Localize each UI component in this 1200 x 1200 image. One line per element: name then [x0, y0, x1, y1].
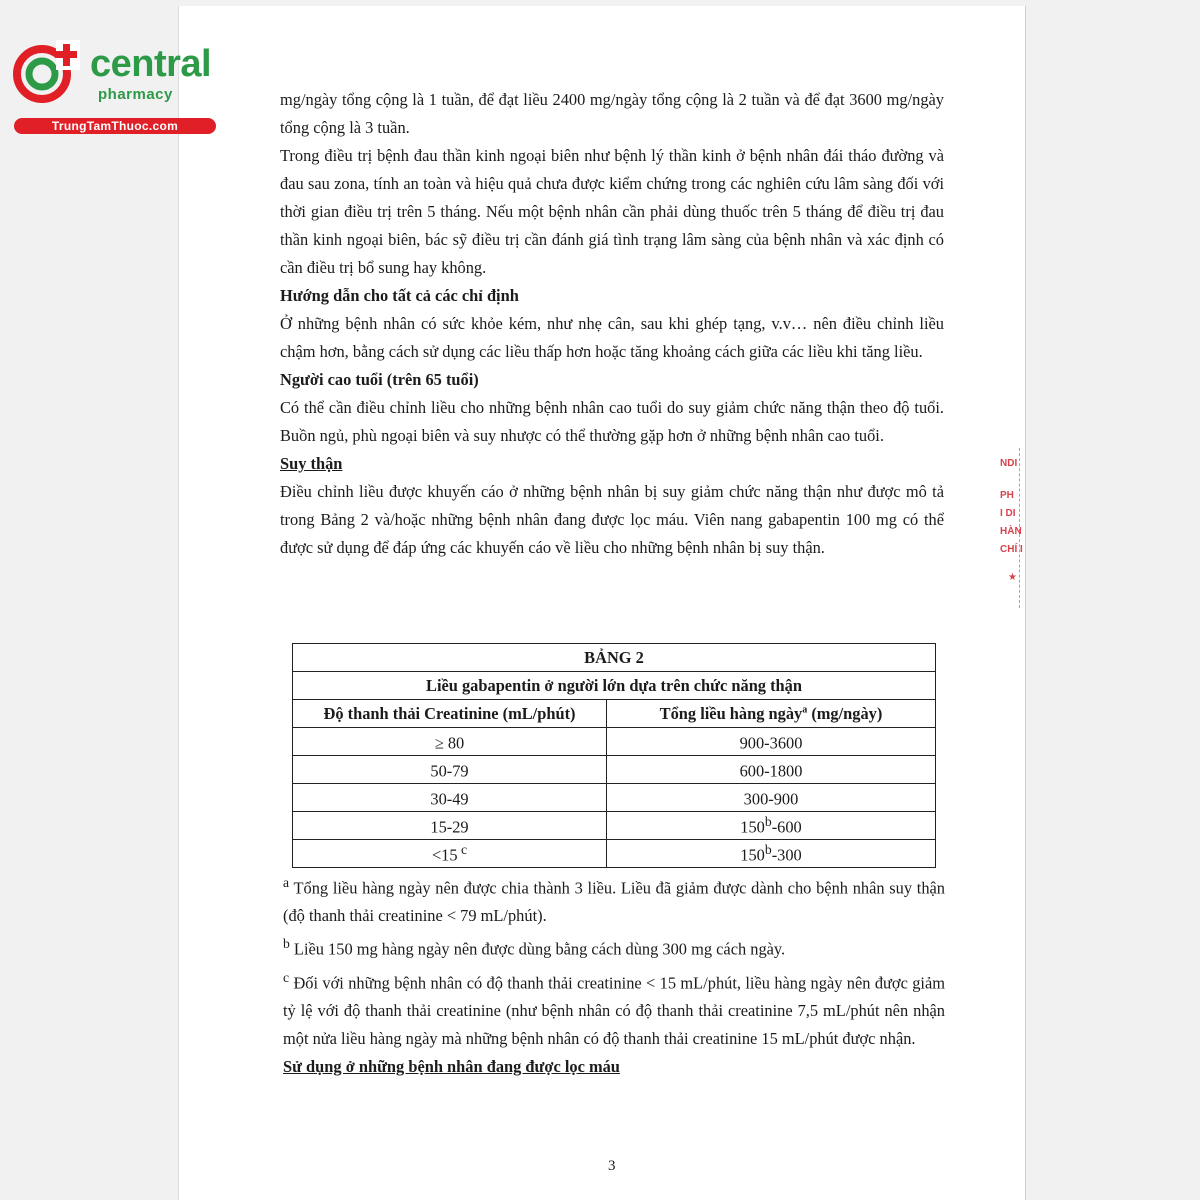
table-cell-dose — [607, 784, 936, 812]
table-header-dose-label: Tổng liều hàng ngày — [659, 703, 803, 723]
table-row — [293, 840, 936, 868]
clearance-value: ≥ 80 — [434, 733, 465, 753]
stamp-line: NDI — [1000, 458, 1018, 469]
dose-sup: b — [764, 841, 772, 857]
table-cell-clearance — [293, 812, 607, 840]
stamp-line: HÀN — [1000, 526, 1022, 537]
footnote-a — [283, 869, 945, 930]
table-cell-dose — [607, 756, 936, 784]
table-cell-clearance — [293, 728, 607, 756]
footnote-mark: b — [283, 936, 290, 952]
stamp-line: PH — [1000, 490, 1014, 501]
logo-subtitle: pharmacy — [98, 86, 173, 103]
footnote-c — [283, 964, 945, 1053]
dose-value: 900-3600 — [739, 733, 803, 753]
footnote-text: Liều 150 mg hàng ngày nên được dùng bằng cách dùng 300 mg cách ngày. — [289, 939, 786, 959]
pharmacy-cross-icon — [12, 38, 80, 106]
paragraph-renal-impairment: Điều chỉnh liều được khuyến cáo ở những bệnh nhân bị suy giảm chức năng thận như được mô tả trong Bảng 2 và/hoặc những bệnh nhân đang được lọc máu. Viên nang gabapentin 100 mg có thể được sử dụng để đáp ứng các khuyến cáo về liều cho những bệnh nhân bị suy thận. — [280, 482, 944, 557]
table-title: BẢNG 2 — [293, 644, 936, 672]
paragraph-all-indications: Ở những bệnh nhân có sức khỏe kém, như nhẹ cân, sau khi ghép tạng, v.v… nên điều chỉnh liều chậm hơn, bằng cách sử dụng các liều thấp hơn hoặc tăng khoảng cách giữa các liều khi tăng liều. — [280, 314, 944, 361]
heading-all-indications: Hướng dẫn cho tất cả các chỉ định — [280, 286, 519, 305]
footnote-b — [283, 930, 945, 963]
table-cell-clearance — [293, 756, 607, 784]
paragraph-elderly: Có thể cần điều chỉnh liều cho những bệnh nhân cao tuổi do suy giảm chức năng thận theo độ tuổi. Buồn ngủ, phù ngoại biên và suy nhược có thể thường gặp hơn ở những bệnh nhân cao tuổi. — [280, 398, 944, 445]
table-cell-dose — [607, 840, 936, 868]
footnote-text: Tổng liều hàng ngày nên được chia thành 3 liều. Liều đã giảm được dành cho bệnh nhân suy thận (độ thanh thải creatinine < 79 mL/phút). — [283, 878, 945, 926]
table-cell-clearance — [293, 784, 607, 812]
body-text-top — [280, 86, 944, 562]
dose-value: 150 — [740, 817, 765, 837]
table-cell-dose — [607, 728, 936, 756]
clearance-value: <15 — [431, 845, 458, 865]
table-header-dose-sup: a — [802, 704, 808, 716]
footnotes — [283, 869, 945, 1081]
stamp-line: I DI — [1000, 508, 1016, 519]
dose-value: 600-1800 — [739, 761, 803, 781]
clearance-value: 50-79 — [430, 761, 469, 781]
table-header-dose — [607, 700, 936, 728]
clearance-value: 30-49 — [430, 789, 469, 809]
table-cell-clearance — [293, 840, 607, 868]
table-row — [293, 728, 936, 756]
dose-value-end: -300 — [771, 845, 802, 865]
dose-value-end: -600 — [771, 817, 802, 837]
red-stamp — [1000, 455, 1028, 615]
heading-renal-impairment: Suy thận — [280, 454, 343, 473]
stamp-line: CHÍ I — [1000, 544, 1023, 555]
clearance-sup: c — [457, 841, 468, 857]
dosage-table — [292, 643, 936, 868]
table-row — [293, 784, 936, 812]
table-header-dose-unit: (mg/ngày) — [807, 703, 883, 723]
table-cell-dose — [607, 812, 936, 840]
pharmacy-logo[interactable] — [8, 36, 218, 136]
dose-value: 150 — [740, 845, 765, 865]
table-row — [293, 756, 936, 784]
page-number: 3 — [608, 1158, 616, 1174]
heading-elderly: Người cao tuổi (trên 65 tuổi) — [280, 370, 479, 389]
logo-url-banner[interactable]: TrungTamThuoc.com — [14, 118, 216, 134]
dose-sup: b — [764, 813, 772, 829]
paragraph-dosing-weeks: mg/ngày tổng cộng là 1 tuần, để đạt liều 2400 mg/ngày tổng cộng là 2 tuần và để đạt 3600 mg/ngày tổng cộng là 3 tuần. — [280, 90, 944, 137]
footnote-text: Đối với những bệnh nhân có độ thanh thải creatinine < 15 mL/phút, liều hàng ngày nên được giảm tỷ lệ với độ thanh thải creatinine (như bệnh nhân có độ thanh thải creatinine 7,5 mL/phút nên nhận một nửa liều hàng ngày mà những bệnh nhân có độ thanh thải creatinine 15 mL/phút được nhận. — [283, 973, 945, 1049]
paragraph-neuropathic-pain: Trong điều trị bệnh đau thần kinh ngoại biên như bệnh lý thần kinh ở bệnh nhân đái tháo đường và đau sau zona, tính an toàn và hiệu quả chưa được kiểm chứng trong các nghiên cứu lâm sàng đối với thời gian điều trị trên 5 tháng. Nếu một bệnh nhân cần phải dùng thuốc trên 5 tháng để điều trị đau thần kinh ngoại biên, bác sỹ điều trị cần đánh giá tình trạng lâm sàng của bệnh nhân và xác định có cần điều trị bổ sung hay không. — [280, 146, 944, 277]
footnote-mark: a — [283, 875, 290, 890]
table-subtitle: Liều gabapentin ở người lớn dựa trên chức năng thận — [293, 672, 936, 700]
dose-value: 300-900 — [743, 789, 799, 809]
table-row — [293, 812, 936, 840]
clearance-value: 15-29 — [430, 817, 469, 837]
heading-dialysis: Sử dụng ở những bệnh nhân đang được lọc máu — [283, 1057, 620, 1077]
table-header-clearance: Độ thanh thải Creatinine (mL/phút) — [293, 700, 607, 728]
footnote-mark: c — [283, 969, 290, 985]
logo-brand-name: central — [90, 43, 212, 85]
stamp-star-icon: ★ — [1008, 572, 1017, 583]
